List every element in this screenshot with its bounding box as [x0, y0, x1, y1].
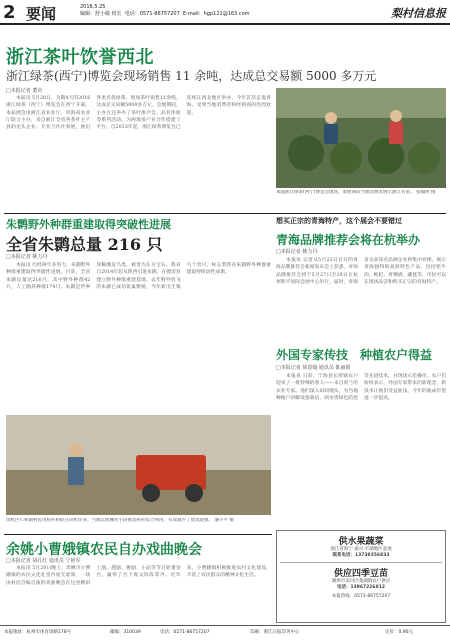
header-rule — [0, 23, 450, 25]
ad-divider — [280, 562, 442, 563]
divider-1 — [4, 213, 446, 214]
story1-byline: □本报记者 董奇 — [6, 88, 43, 94]
story2-caption: 余杭区仁和镇村民用秸秆粉碎还田机作业。当地以机械化手段推动秸秆综合利用，有效减少了焚烧现象。 潘小平 摄 — [6, 518, 234, 523]
story4-text: 本报讯 日前，宁海县长街镇农户迎来了一批特殊的客人——来自荷兰的农业专家。他们深入田间地头，为当地种植户讲解设施栽培、病虫害绿色防控等先进技术，并现场示范操作。农户们纷纷表示，外国专家带来的新理念、新技术让他们受益匪浅，今年的收成有望进一步提高。 — [276, 374, 446, 401]
ad2-phone: 电话：13967226812 — [337, 585, 385, 590]
story1-caption: 本届浙江绿茶(西宁)博览会现场，参展商向当地消费者展示浙江名茶。 张翰明 摄 — [276, 190, 436, 195]
story1-body — [6, 95, 271, 210]
story2-headline: 全省朱鹮总量 216 只 — [6, 235, 163, 254]
ad1-phone: 联系电话：13738356833 — [332, 553, 390, 558]
story1-text: 本报讯 5月20日，为期4天的2016浙江绿茶（西宁）博览会在西宁开幕。本届展会由浙江省农业厅、青海省农业厅联合主办，来自浙江全省各茶叶主产县的龙头企业、专业合作社参展，展出各类名优绿茶，现场茶叶销售11余吨，达成总交易额5000多万元。会展期间，主办方还举办了茶叶推介会、品茗体验等系列活动，为两地茶产业合作搭建了平台。自2013年起，浙江绿茶博览会已连续在西北地区举办，今年首次走进青海，受到当地消费者和经销商的热烈欢迎。 — [6, 96, 271, 131]
story4-body — [276, 373, 446, 525]
story3-byline: □本报记者 姚力丹 — [276, 249, 318, 255]
editor-phone: 电话：0571-86757207 — [124, 11, 180, 17]
page-number: 2 — [3, 2, 16, 23]
story1-headline: 浙江茶叶饮誉西北 — [6, 47, 154, 68]
story5-headline: 余姚小曹娥镇农民自办戏曲晚会 — [6, 542, 202, 558]
footer-phone: 电话：0571-86757207 — [160, 630, 210, 635]
section-title: 要闻 — [26, 5, 57, 23]
page-footer — [0, 625, 450, 640]
divider-2 — [4, 534, 272, 535]
story5-byline: □本报记者 胡孔红 通讯员 宁艳军 — [6, 558, 81, 564]
tea-farmers-photo-icon — [276, 88, 446, 188]
story4-headline: 外国专家传技 种植农户得益 — [276, 348, 433, 362]
footer-postcode: 邮编：310039 — [110, 630, 141, 635]
story1-photo — [276, 88, 446, 188]
story2-body — [6, 262, 271, 412]
story4-byline: □本报记者 徐意翰 通讯员 陈丽娟 — [276, 365, 351, 371]
story5-body — [6, 565, 271, 623]
story2-kicker: 朱鹮野外种群重建取得突破性进展 — [6, 218, 171, 231]
story2-byline: □本报记者 姚力丹 — [6, 254, 48, 260]
newspaper-logo: 梨村信息报 — [391, 7, 446, 20]
ad2-heading: 供应四季豆苗 — [333, 569, 388, 579]
footer-address: 本报地址：杭州市体育场路178号 — [4, 630, 72, 635]
story5-text: 本报讯 5月20日晚上，余姚市小曹娥镇的农民文化礼堂内座无虚席，一场由村民自编自演的戏曲晚会在这里精彩上演。越剧、姚剧、小品等节目轮番登台，赢得了台下观众阵阵掌声。近年来，小曹娥镇积极推进农村文化建设，丰富了农民群众的精神文化生活。 — [6, 566, 271, 586]
ad2-text: 湖州市南浔区菱湖镇农户供应 — [331, 579, 391, 584]
story3-headline: 青海品牌推荐会将在杭举办 — [276, 233, 421, 247]
header-meta — [80, 4, 250, 18]
story2-text: 本报讯 历经两年多努力，朱鹮野外种群重建取得突破性进展。目前，全省朱鹮总量达216只，其中野外种群42只，人工圈养种群174只。朱鹮是世界珍稀濒危鸟类，被誉为东方宝石。我省自2014年起从陕西引进朱鹮，在德清县建立野外种群重建基地。去年野外放飞的朱鹮已成功筑巢繁殖，今年新出生雏鸟十余只，标志着我省朱鹮野外种群重建取得阶段性成果。 — [6, 263, 271, 290]
farm-machine-photo-icon — [6, 415, 271, 515]
editor-email[interactable]: E-mail：hgp121@163.com — [182, 11, 250, 17]
ad1-text: 浙江省海宁·嘉兴·平湖地区基地 — [330, 547, 392, 552]
ad-hotline: 本报热线：0571-86757207 — [331, 594, 391, 599]
story1-subheadline: 浙江绿茶(西宁)博览会现场销售 11 余吨，达成总交易额 5000 多万元 — [6, 69, 377, 83]
issue-date: 2016.5.25 — [80, 4, 106, 10]
story3-kicker: 想买正宗的青海特产，这个展会不要错过 — [276, 217, 402, 225]
page-header — [0, 0, 450, 24]
footer-printer: 印刷：浙江日报印务中心 — [250, 630, 300, 635]
story3-text: 本报讯 记者从5月23日召开的青海品牌推荐会新闻发布会上获悉，青海品牌推荐会将于5月27日至29日在杭州和平国际会展中心举行。届时，青海省众多知名品牌企业将集中亮相，展示青海独特的高原特色产品，包括牦牛肉、枸杞、青稞酒、藏毯等，市民可以在现场品尝和购买正宗的青海特产。 — [276, 258, 446, 285]
footer-price: 定价：0.90元 — [385, 630, 414, 635]
story3-body — [276, 257, 446, 339]
classified-ads — [276, 530, 446, 623]
story2-photo — [6, 415, 271, 515]
editor-name: 编辑：舒小敏 组长 — [80, 11, 122, 17]
ad1-heading: 供水果蔬菜 — [338, 537, 384, 547]
